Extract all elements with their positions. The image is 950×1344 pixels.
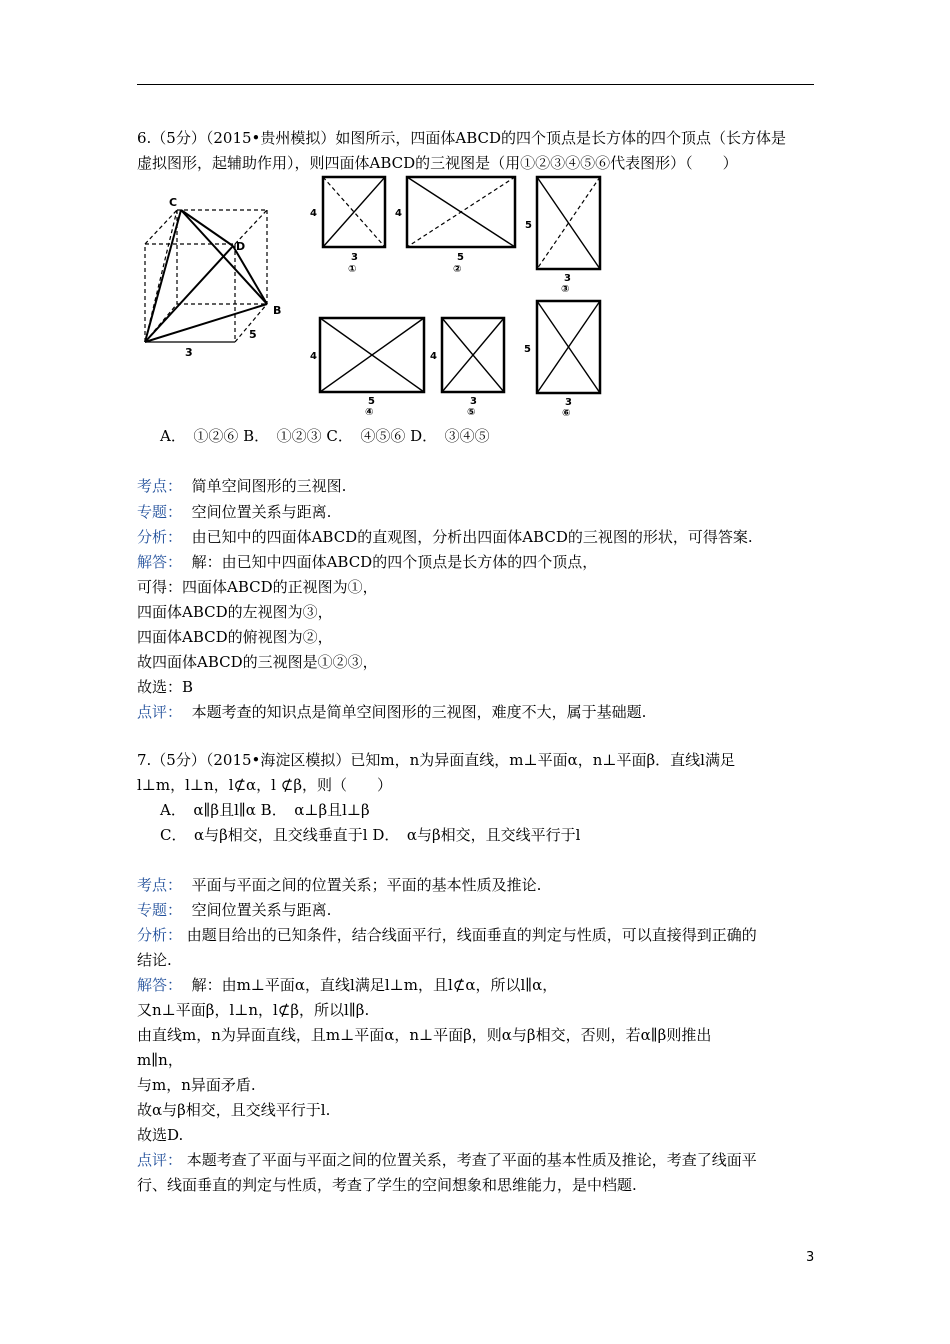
view-1-width: 3 <box>351 252 358 263</box>
view-5-height: 4 <box>430 351 437 362</box>
q6-stem-line-1: 6.（5分）（2015•贵州模拟）如图所示，四面体ABCD的四个顶点是长方体的四个顶点（长方体是 <box>137 129 787 147</box>
kaodian-label: 考点： <box>137 876 183 894</box>
q6-solution-line-2: 四面体ABCD的左视图为③， <box>137 603 333 621</box>
jieda-label: 解答： <box>137 553 183 571</box>
q6-stem-line-2: 虚拟图形，起辅助作用），则四面体ABCD的三视图是（用①②③④⑤⑥代表图形）（ ） <box>137 154 738 172</box>
box-depth-label: 5 <box>249 328 257 341</box>
q7-dianping <box>137 1150 757 1170</box>
view-4 <box>308 313 428 417</box>
view-3-width: 3 <box>564 273 571 284</box>
view-4-height: 4 <box>310 351 317 362</box>
view-5 <box>428 313 510 417</box>
dianping-label: 点评： <box>137 703 183 721</box>
kaodian-text: 简单空间图形的三视图. <box>191 477 347 495</box>
fenxi-label: 分析： <box>137 926 183 944</box>
view-1-height: 4 <box>310 208 317 219</box>
q6-solution-line-5: 故选：B <box>137 678 194 696</box>
vertex-c-label: C <box>169 196 178 209</box>
q7-dianping-line-2: 行、线面垂直的判定与性质，考查了学生的空间想象和思维能力，是中档题. <box>137 1176 637 1194</box>
zhuanti-label: 专题： <box>137 901 183 919</box>
view-1 <box>305 172 395 274</box>
view-2 <box>395 172 520 274</box>
q7-fenxi <box>137 925 757 945</box>
jieda-text: 解：由已知中四面体ABCD的四个顶点是长方体的四个顶点， <box>191 553 598 571</box>
view-3 <box>525 172 610 294</box>
q7-zhuanti <box>137 900 331 920</box>
view-3-height: 5 <box>525 220 532 231</box>
view-4-number: ④ <box>365 407 374 417</box>
q6-solution-line-4: 故四面体ABCD的三视图是①②③， <box>137 653 378 671</box>
view-6 <box>523 296 608 418</box>
view-3-number: ③ <box>561 284 570 294</box>
q7-solution-line-5: 故α与β相交，且交线平行于l. <box>137 1101 331 1119</box>
q7-options-ab: A． α∥β且l∥α B． α⊥β且l⊥β <box>160 801 370 819</box>
dianping-label: 点评： <box>137 1151 183 1169</box>
dianping-text: 本题考查了平面与平面之间的位置关系，考查了平面的基本性质及推论，考查了线面平 <box>186 1151 757 1169</box>
view-4-width: 5 <box>368 396 375 407</box>
q7-solution-line-1: 又n⊥平面β，l⊥n，l⊄β，所以l∥β. <box>137 1001 370 1019</box>
q7-solution-line-6: 故选D. <box>137 1126 184 1144</box>
box-width-label: 3 <box>185 346 193 359</box>
view-6-height: 5 <box>524 344 531 355</box>
jieda-label: 解答： <box>137 976 183 994</box>
zhuanti-text: 空间位置关系与距离. <box>191 503 332 521</box>
q6-options: A． ①②⑥ B． ①②③ C． ④⑤⑥ D． ③④⑤ <box>160 427 490 445</box>
page-number: 3 <box>806 1250 815 1265</box>
q6-kaodian <box>137 476 346 496</box>
dianping-text: 本题考查的知识点是简单空间图形的三视图，难度不大，属于基础题. <box>191 703 647 721</box>
q7-fenxi-line-2: 结论. <box>137 951 172 969</box>
q6-zhuanti <box>137 502 331 522</box>
zhuanti-label: 专题： <box>137 503 183 521</box>
view-1-number: ① <box>348 264 357 274</box>
q7-kaodian <box>137 875 541 895</box>
fenxi-label: 分析： <box>137 528 183 546</box>
q6-solution-line-1: 可得：四面体ABCD的正视图为①， <box>137 578 378 596</box>
q7-stem-line-2: l⊥m，l⊥n，l⊄α，l ⊄β，则（ ） <box>137 776 392 794</box>
vertex-d-label: D <box>236 240 246 253</box>
view-5-number: ⑤ <box>467 407 476 417</box>
jieda-text: 解：由m⊥平面α，直线l满足l⊥m，且l⊄α，所以l∥α， <box>191 976 558 994</box>
q6-solution-line-3: 四面体ABCD的俯视图为②， <box>137 628 333 646</box>
q7-options-cd: C． α与β相交，且交线垂直于l D． α与β相交，且交线平行于l <box>160 826 581 844</box>
zhuanti-text: 空间位置关系与距离. <box>191 901 332 919</box>
fenxi-text: 由已知中的四面体ABCD的直观图，分析出四面体ABCD的三视图的形状，可得答案. <box>191 528 753 546</box>
view-2-height: 4 <box>395 208 402 219</box>
tetrahedron-figure <box>135 192 295 362</box>
q7-solution-line-4: 与m，n异面矛盾. <box>137 1076 256 1094</box>
q6-jieda <box>137 552 597 572</box>
q7-stem-line-1: 7.（5分）（2015•海淀区模拟）已知m，n为异面直线，m⊥平面α，n⊥平面β．直线l满足 <box>137 751 735 769</box>
q6-fenxi <box>137 527 753 547</box>
kaodian-text: 平面与平面之间的位置关系；平面的基本性质及推论. <box>191 876 542 894</box>
q7-jieda <box>137 975 557 995</box>
q7-solution-line-3: m∥n， <box>137 1051 183 1069</box>
view-2-number: ② <box>453 264 462 274</box>
header-rule <box>137 84 814 85</box>
q6-dianping <box>137 702 646 722</box>
fenxi-text: 由题目给出的已知条件，结合线面平行，线面垂直的判定与性质，可以直接得到正确的 <box>186 926 757 944</box>
view-5-width: 3 <box>470 396 477 407</box>
vertex-b-label: B <box>273 304 282 317</box>
view-2-width: 5 <box>457 252 464 263</box>
view-6-number: ⑥ <box>562 408 571 418</box>
kaodian-label: 考点： <box>137 477 183 495</box>
view-6-width: 3 <box>565 397 572 408</box>
q7-solution-line-2: 由直线m，n为异面直线，且m⊥平面α，n⊥平面β，则α与β相交，否则，若α∥β则推出 <box>137 1026 712 1044</box>
